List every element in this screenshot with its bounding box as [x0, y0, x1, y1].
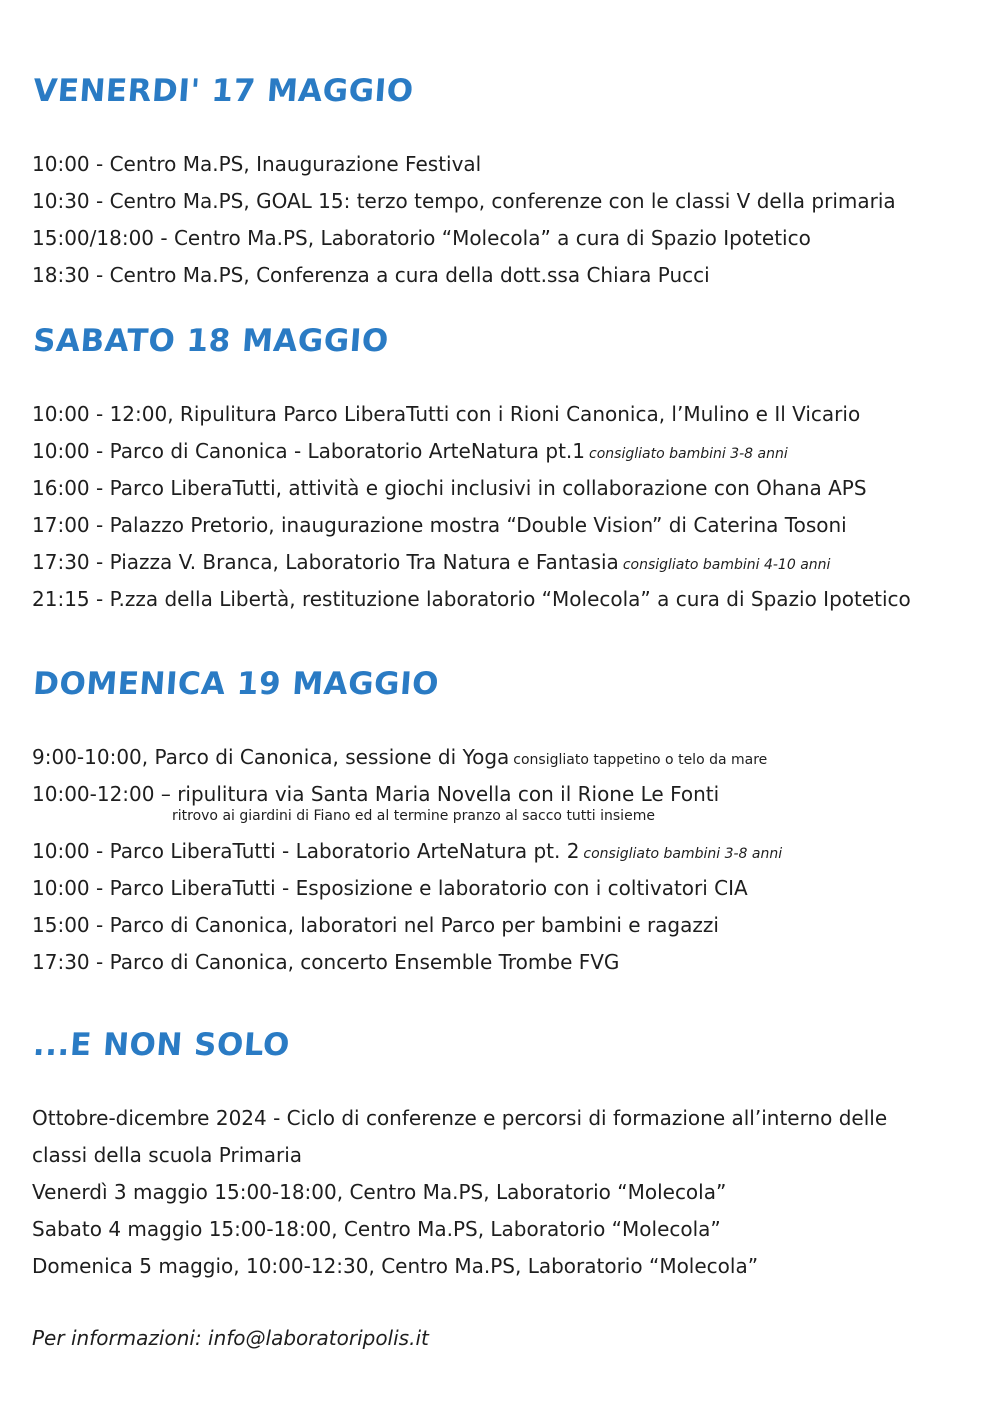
heading-venerdi: VENERDI' 17 MAGGIO [32, 73, 415, 109]
event-text: 15:00 - Parco di Canonica, laboratori nel Parco per bambini e ragazzi [32, 913, 719, 937]
event-text: 17:30 - Piazza V. Branca, Laboratorio Tra Natura e Fantasia [32, 550, 619, 574]
event-text: 16:00 - Parco LiberaTutti, attività e giochi inclusivi in collaborazione con Ohana APS [32, 476, 867, 500]
event-line: 10:00 - Centro Ma.PS, Inaugurazione Festival [32, 152, 482, 176]
event-text: 9:00-10:00, Parco di Canonica, sessione di Yoga [32, 745, 510, 769]
event-text: 21:15 - P.zza della Libertà, restituzione laboratorio “Molecola” a cura di Spazio Ipotetico [32, 587, 911, 611]
event-line: 10:30 - Centro Ma.PS, GOAL 15: terzo tempo, conferenze con le classi V della primaria [32, 189, 896, 213]
event-line: 15:00/18:00 - Centro Ma.PS, Laboratorio “Molecola” a cura di Spazio Ipotetico [32, 226, 811, 250]
event-text: 10:00 - Parco LiberaTutti - Esposizione e laboratorio con i coltivatori CIA [32, 876, 748, 900]
event-line [32, 912, 719, 938]
event-text: 17:00 - Palazzo Pretorio, inaugurazione mostra “Double Vision” di Caterina Tosoni [32, 513, 847, 537]
event-text: 10:00 - Parco LiberaTutti - Laboratorio ArteNatura pt. 2 [32, 839, 580, 863]
event-line [32, 475, 867, 501]
event-note: consigliato tappetino o telo da mare [513, 752, 768, 768]
event-subnote: ritrovo ai giardini di Fiano ed al termine pranzo al sacco tutti insieme [172, 808, 655, 824]
heading-domenica: DOMENICA 19 MAGGIO [32, 666, 441, 702]
event-line [32, 586, 911, 612]
event-line [32, 549, 830, 578]
event-line [32, 512, 847, 538]
event-line: Domenica 5 maggio, 10:00-12:30, Centro Ma.PS, Laboratorio “Molecola” [32, 1254, 759, 1278]
heading-non-solo: ...E NON SOLO [32, 1027, 292, 1063]
event-line: Sabato 4 maggio 15:00-18:00, Centro Ma.PS, Laboratorio “Molecola” [32, 1217, 721, 1241]
event-line: 18:30 - Centro Ma.PS, Conferenza a cura della dott.ssa Chiara Pucci [32, 263, 710, 287]
contact-info: Per informazioni: info@laboratoripolis.it [32, 1326, 429, 1350]
event-note: consigliato bambini 3-8 anni [589, 446, 788, 462]
event-note: consigliato bambini 3-8 anni [583, 846, 783, 862]
event-line [32, 438, 788, 467]
heading-sabato: SABATO 18 MAGGIO [32, 323, 390, 359]
event-line [32, 401, 860, 427]
event-text: 17:30 - Parco di Canonica, concerto Ensemble Trombe FVG [32, 950, 620, 974]
event-text: 10:00 - Parco di Canonica - Laboratorio ArteNatura pt.1 [32, 439, 586, 463]
event-text: 10:00-12:00 – ripulitura via Santa Maria Novella con il Rione Le Fonti [32, 782, 720, 806]
event-line: classi della scuola Primaria [32, 1143, 303, 1167]
event-line [32, 744, 767, 773]
event-line: Ottobre-dicembre 2024 - Ciclo di conferenze e percorsi di formazione all’interno delle [32, 1106, 888, 1130]
event-line [32, 781, 719, 807]
event-line: Venerdì 3 maggio 15:00-18:00, Centro Ma.PS, Laboratorio “Molecola” [32, 1180, 727, 1204]
event-line [32, 949, 619, 975]
event-line [32, 875, 748, 901]
event-line [32, 838, 782, 867]
event-text: 10:00 - 12:00, Ripulitura Parco LiberaTutti con i Rioni Canonica, l’Mulino e Il Vicario [32, 402, 861, 426]
event-note: consigliato bambini 4-10 anni [622, 557, 831, 573]
